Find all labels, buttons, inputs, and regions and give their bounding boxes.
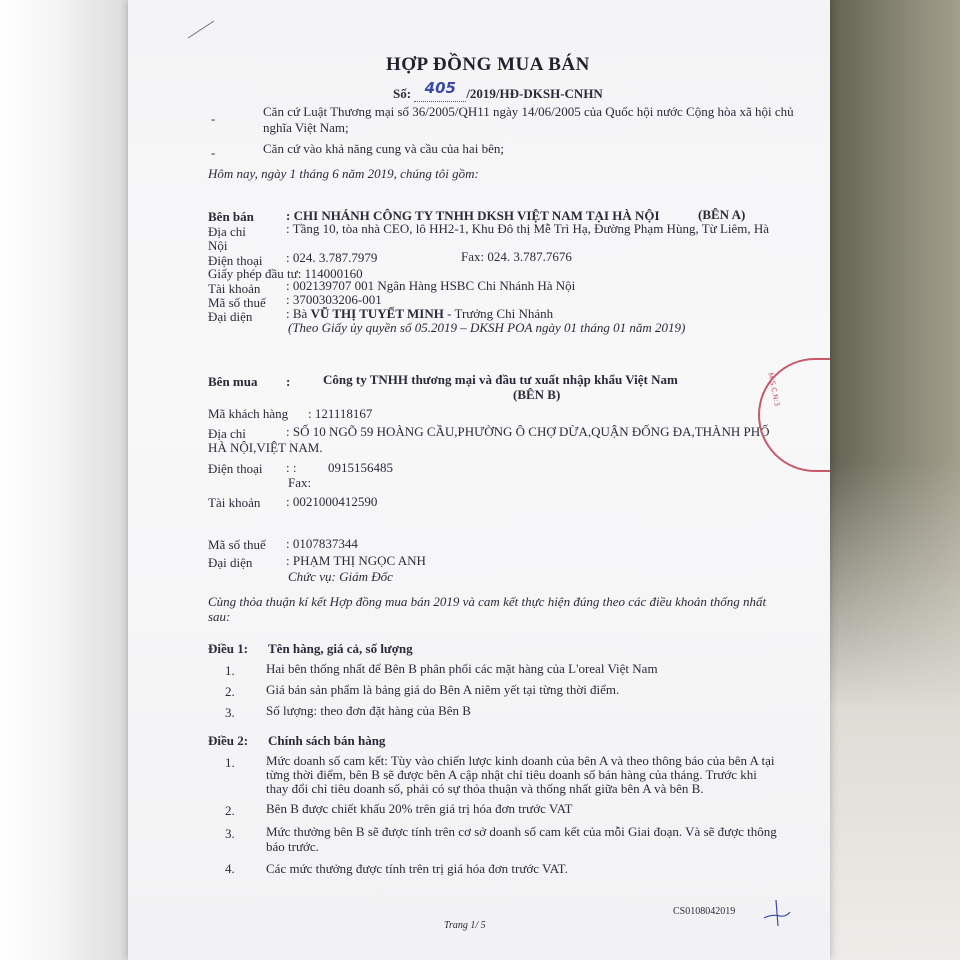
buyer-label: Bên mua xyxy=(208,374,258,389)
intro-line: Hôm nay, ngày 1 tháng 6 năm 2019, chúng tôi gồm: xyxy=(208,166,479,181)
seller-rep-label: Đại diện xyxy=(208,309,253,324)
signature-mark xyxy=(758,896,794,930)
buyer-address-label: Địa chỉ xyxy=(208,426,246,441)
article-2-item-1-line-3: thay đổi chỉ tiêu doanh số, phải có sự thỏa thuận và thống nhất giữa bên A và bên B. xyxy=(266,781,704,796)
buyer-account: : 0021000412590 xyxy=(286,494,378,509)
company-stamp xyxy=(758,358,830,472)
article-2-item-2-num: 2. xyxy=(225,803,235,818)
article-1-item-2-num: 2. xyxy=(225,684,235,699)
seller-rep-prefix: : Bà xyxy=(286,306,311,321)
preamble-line-2: Căn cứ vào khả năng cung và cầu của hai bên; xyxy=(263,141,504,156)
buyer-position: Chức vụ: Giám Đốc xyxy=(288,569,393,584)
seller-phone: : 024. 3.787.7979 xyxy=(286,250,378,265)
pen-stroke-mark xyxy=(186,18,216,40)
stamp-text: M.S.C.N:3 xyxy=(766,372,782,408)
seller-rep xyxy=(286,306,553,321)
buyer-colon: : xyxy=(286,374,291,389)
contract-number-handwritten: 405 xyxy=(424,79,456,97)
contract-title: HỢP ĐỒNG MUA BÁN xyxy=(386,54,590,75)
seller-address: : Tầng 10, tòa nhà CEO, lô HH2-1, Khu Đô thị Mễ Trì Hạ, Đường Phạm Hùng, Từ Liêm, Hà xyxy=(286,221,770,236)
article-2-item-1-line-1: Mức doanh số cam kết: Tùy vào chiến lược kinh doanh của bên A và theo thông báo của bên A tại xyxy=(266,753,775,768)
contract-number-suffix: /2019/HĐ-DKSH-CNHN xyxy=(466,86,603,101)
buyer-phone-colons: : : xyxy=(286,460,297,475)
seller-tag: (BÊN A) xyxy=(698,207,746,222)
article-2-item-4-text: Các mức thưởng được tính trên trị giá hóa đơn trước VAT. xyxy=(266,861,568,876)
contract-page xyxy=(128,0,830,960)
seller-authorization: (Theo Giấy ủy quyền số 05.2019 – DKSH POA ngày 01 tháng 01 năm 2019) xyxy=(288,320,686,335)
buyer-fax: Fax: xyxy=(288,475,312,490)
article-2-item-3-num: 3. xyxy=(225,826,235,841)
seller-tax-label: Mã số thuế xyxy=(208,295,266,310)
seller-account-label: Tài khoản xyxy=(208,281,261,296)
preamble-line-1b: nghĩa Việt Nam; xyxy=(263,120,349,135)
seller-rep-name: VŨ THỊ TUYẾT MINH xyxy=(310,306,444,321)
contract-number xyxy=(393,79,603,102)
article-1-item-2-text: Giá bán sản phẩm là bảng giá do Bên A niêm yết tại từng thời điểm. xyxy=(266,682,620,697)
article-2-item-3-line-1: Mức thưởng bên B sẽ được tính trên cơ sở doanh số cam kết của mỗi Giai đoạn. Và sẽ được thông xyxy=(266,824,777,839)
seller-account: : 002139707 001 Ngân Hàng HSBC Chi Nhánh Hà Nội xyxy=(286,278,576,293)
buyer-phone: 0915156485 xyxy=(328,460,393,475)
agreement-line-1: Cùng thỏa thuận kí kết Hợp đồng mua bán 2019 và cam kết thực hiện đúng theo các điều khoản thống nhất xyxy=(208,594,767,609)
article-1-item-3-text: Số lượng: theo đơn đặt hàng của Bên B xyxy=(266,703,471,718)
contract-number-prefix: Số: xyxy=(393,86,412,101)
article-1-item-1-text: Hai bên thống nhất để Bên B phân phối các mặt hàng của L'oreal Việt Nam xyxy=(266,661,658,676)
buyer-customer-code: : 121118167 xyxy=(308,406,373,421)
preamble-dash-1: - xyxy=(211,111,216,126)
article-2-item-2-text: Bên B được chiết khấu 20% trên giá trị hóa đơn trước VAT xyxy=(266,801,573,816)
article-2-item-3-line-2: báo trước. xyxy=(266,839,319,854)
buyer-rep-label: Đại diện xyxy=(208,555,253,570)
article-1-label: Điều 1: xyxy=(208,641,249,656)
seller-label: Bên bán xyxy=(208,209,254,224)
buyer-phone-label: Điện thoại xyxy=(208,461,263,476)
contract-number-blank xyxy=(414,79,466,102)
buyer-address-1: : SỐ 10 NGÕ 59 HOÀNG CẦU,PHƯỜNG Ô CHỢ DỪA,QUẬN ĐỐNG ĐA,THÀNH PHỐ xyxy=(286,424,770,439)
preamble-line-1a: Căn cứ Luật Thương mại số 36/2005/QH11 ngày 14/06/2005 của Quốc hội nước Cộng hòa xã hội chủ xyxy=(263,104,794,119)
article-2-item-4-num: 4. xyxy=(225,861,235,876)
buyer-customer-code-label: Mã khách hàng xyxy=(208,406,289,421)
article-1-title: Tên hàng, giá cả, số lượng xyxy=(268,641,413,656)
agreement-line-2: sau: xyxy=(208,609,231,624)
article-2-item-1-num: 1. xyxy=(225,755,235,770)
article-2-item-1-line-2: từng thời điểm, bên B sẽ được bên A cập nhật chỉ tiêu doanh số bán hàng của tháng. Trước khi xyxy=(266,767,757,782)
article-2-label: Điều 2: xyxy=(208,733,249,748)
buyer-tag: (BÊN B) xyxy=(513,387,561,402)
seller-fax: Fax: 024. 3.787.7676 xyxy=(461,249,572,264)
seller-address-label-cont: Nội xyxy=(208,238,228,253)
seller-license-label: Giấy phép đầu tư: xyxy=(208,266,302,281)
document-code: CS0108042019 xyxy=(673,906,736,917)
seller-rep-role: - Trưởng Chi Nhánh xyxy=(443,306,554,321)
buyer-tax-label: Mã số thuế xyxy=(208,537,266,552)
preamble-dash-2: - xyxy=(211,145,216,160)
seller-address-label: Địa chỉ xyxy=(208,224,246,239)
seller-license-value: 114000160 xyxy=(304,266,363,281)
buyer-tax: : 0107837344 xyxy=(286,536,358,551)
seller-name: : CHI NHÁNH CÔNG TY TNHH DKSH VIỆT NAM TẠI HÀ NỘI xyxy=(286,208,660,223)
article-1-item-3-num: 3. xyxy=(225,705,235,720)
buyer-name: Công ty TNHH thương mại và đầu tư xuất nhập khẩu Việt Nam xyxy=(323,372,678,387)
article-1-item-1-num: 1. xyxy=(225,663,235,678)
buyer-address-2: HÀ NỘI,VIỆT NAM. xyxy=(208,440,323,455)
article-2-title: Chính sách bán hàng xyxy=(268,733,386,748)
seller-phone-label: Điện thoại xyxy=(208,253,263,268)
seller-tax: : 3700303206-001 xyxy=(286,292,382,307)
buyer-account-label: Tài khoản xyxy=(208,495,261,510)
page-number: Trang 1/ 5 xyxy=(444,920,486,931)
buyer-rep: : PHẠM THỊ NGỌC ANH xyxy=(286,553,426,568)
